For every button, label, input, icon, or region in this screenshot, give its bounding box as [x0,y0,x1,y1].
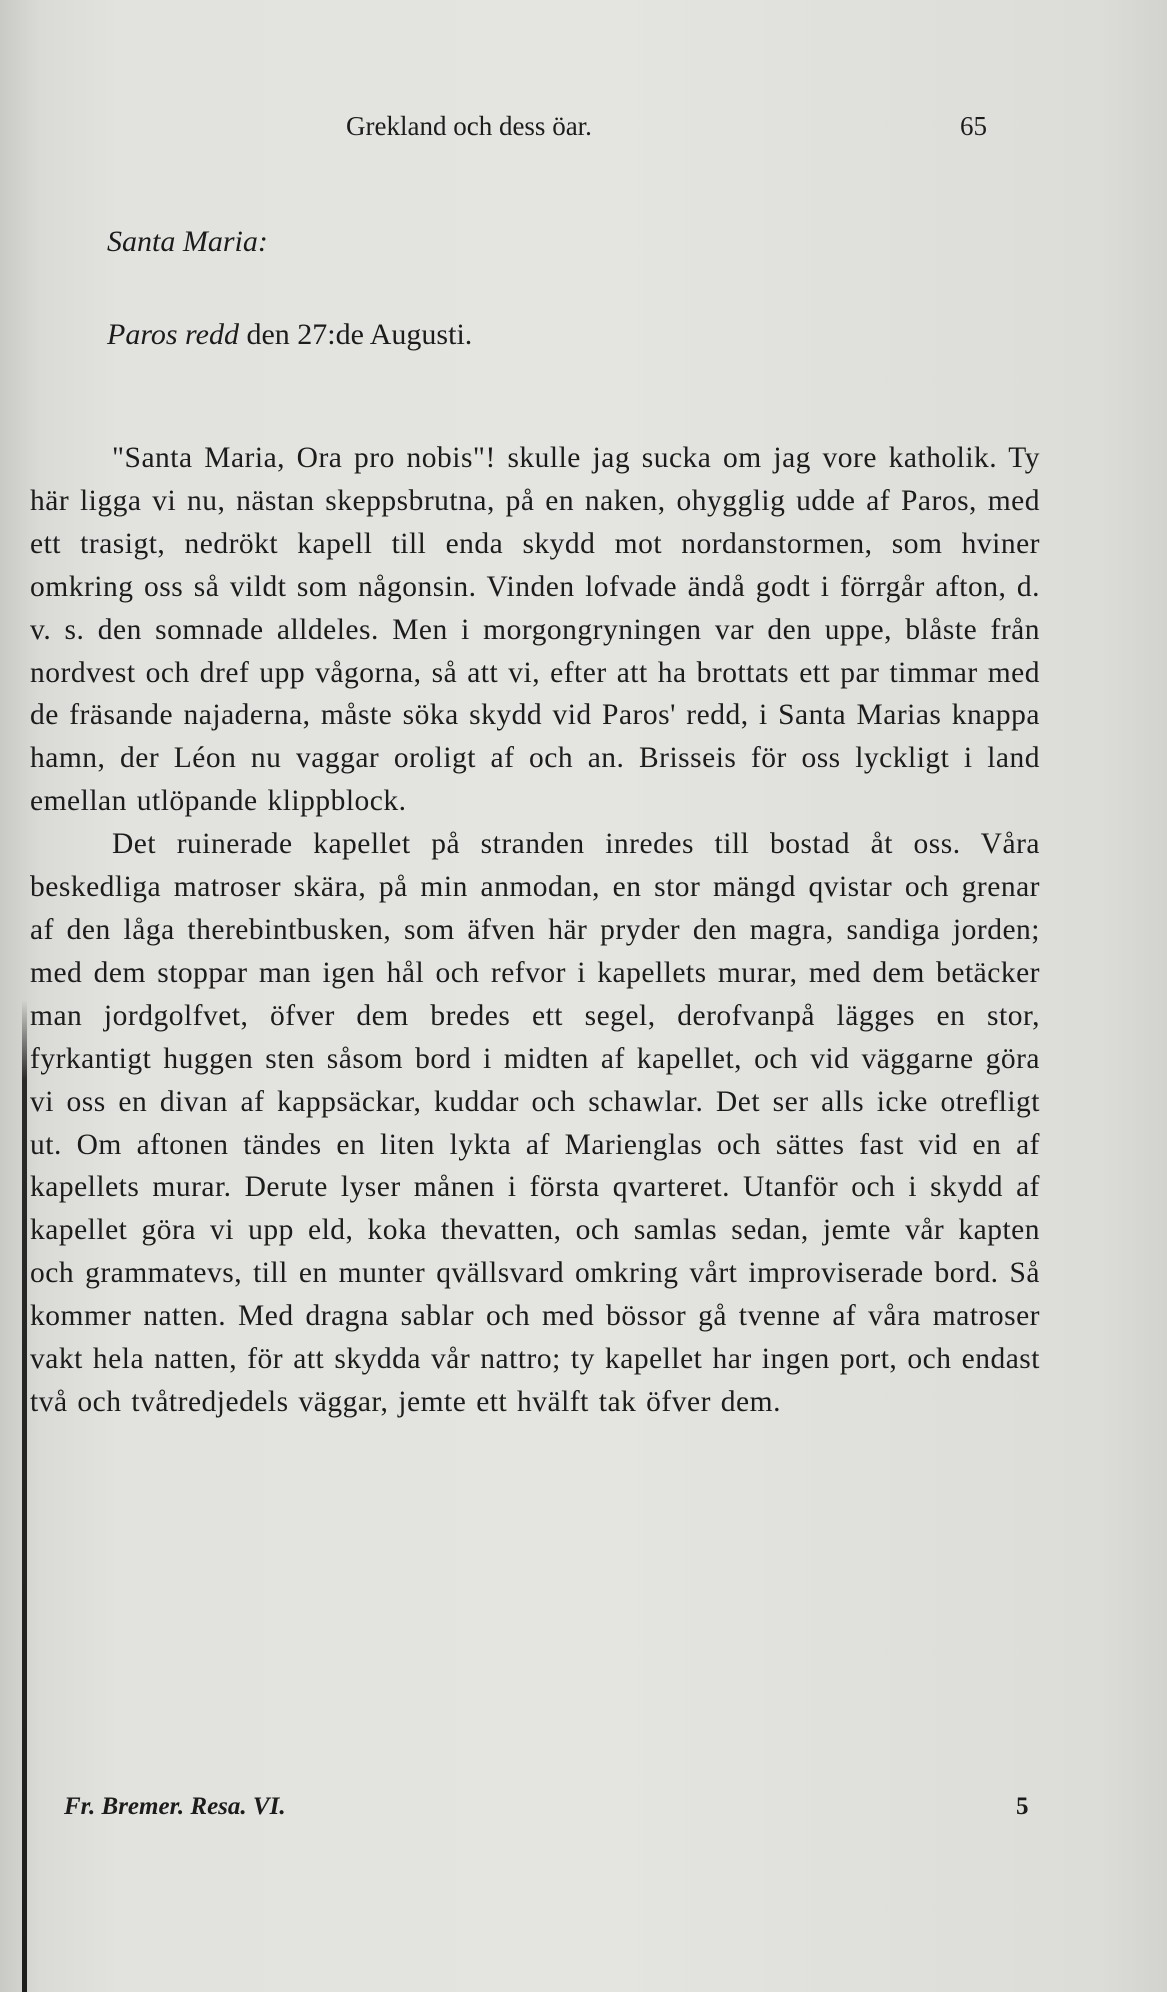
dateline-date: den 27:de Augusti. [238,318,473,351]
binding-edge [22,1000,27,1992]
dateline [107,318,472,352]
paragraph-2: Det ruinerade kapellet på stranden inredes till bostad åt oss. Våra beskedliga matroser skära, på min anmodan, en stor mängd qvistar och grenar af den låga therebintbusken, som äfven här pryder den magra, sandiga jorden; med dem stoppar man igen hål och refvor i kapellets murar, med dem betäcker man jordgolfvet, öfver dem bredes ett segel, derofvanpå lägges en stor, fyrkantigt huggen sten såsom bord i midten af kapellet, och vid väggarne göra vi oss en divan af kappsäckar, kuddar och schawlar. Det ser alls icke otrefligt ut. Om aftonen tändes en liten lykta af Marienglas och sättes fast vid en af kapellets murar. Derute lyser månen i första qvarteret. Utanför och i skydd af kapellet göra vi upp eld, koka thevatten, och samlas sedan, jemte vår kapten och grammatevs, till en munter qvällsvard omkring vårt improviserade bord. Så kommer natten. Med dragna sablar och med bössor gå tvenne af våra matroser vakt hela natten, för att skydda vår nattro; ty kapellet har ingen port, och endast två och tvåtredjedels väggar, jemte ett hvälft tak öfver dem. [30,828,1040,1418]
dateline-place: Paros redd [107,318,239,351]
running-title: Grekland och dess öar. [346,111,592,141]
body-text [30,437,1040,1424]
page-footer [0,1793,1167,1833]
page-number: 65 [960,111,987,141]
paragraph-1: "Santa Maria, Ora pro nobis"! skulle jag sucka om jag vore katholik. Ty här ligga vi nu, nästan skeppsbrutna, på en naken, ohygglig udde af Paros, med ett trasigt, nedrökt kapell till enda skydd mot nordanstormen, som hviner omkring oss så vildt som någonsin. Vinden lofvade ändå godt i förrgår afton, d. v. s. den somnade alldeles. Men i morgongryningen var den uppe, blåste från nordvest och dref upp vågorna, så att vi, efter att ha brottats ett par timmar med de fräsande najaderna, måste söka skydd vid Paros' redd, i Santa Marias knappa hamn, der Léon nu vaggar oroligt af och an. Brisseis för oss lyckligt i land emellan utlöpande klippblock. [30,442,1040,818]
sheet-mark: 5 [1016,1793,1029,1820]
place-heading: Santa Maria: [107,225,268,258]
signature-line: Fr. Bremer. Resa. VI. [64,1793,286,1820]
running-header [0,105,1167,155]
